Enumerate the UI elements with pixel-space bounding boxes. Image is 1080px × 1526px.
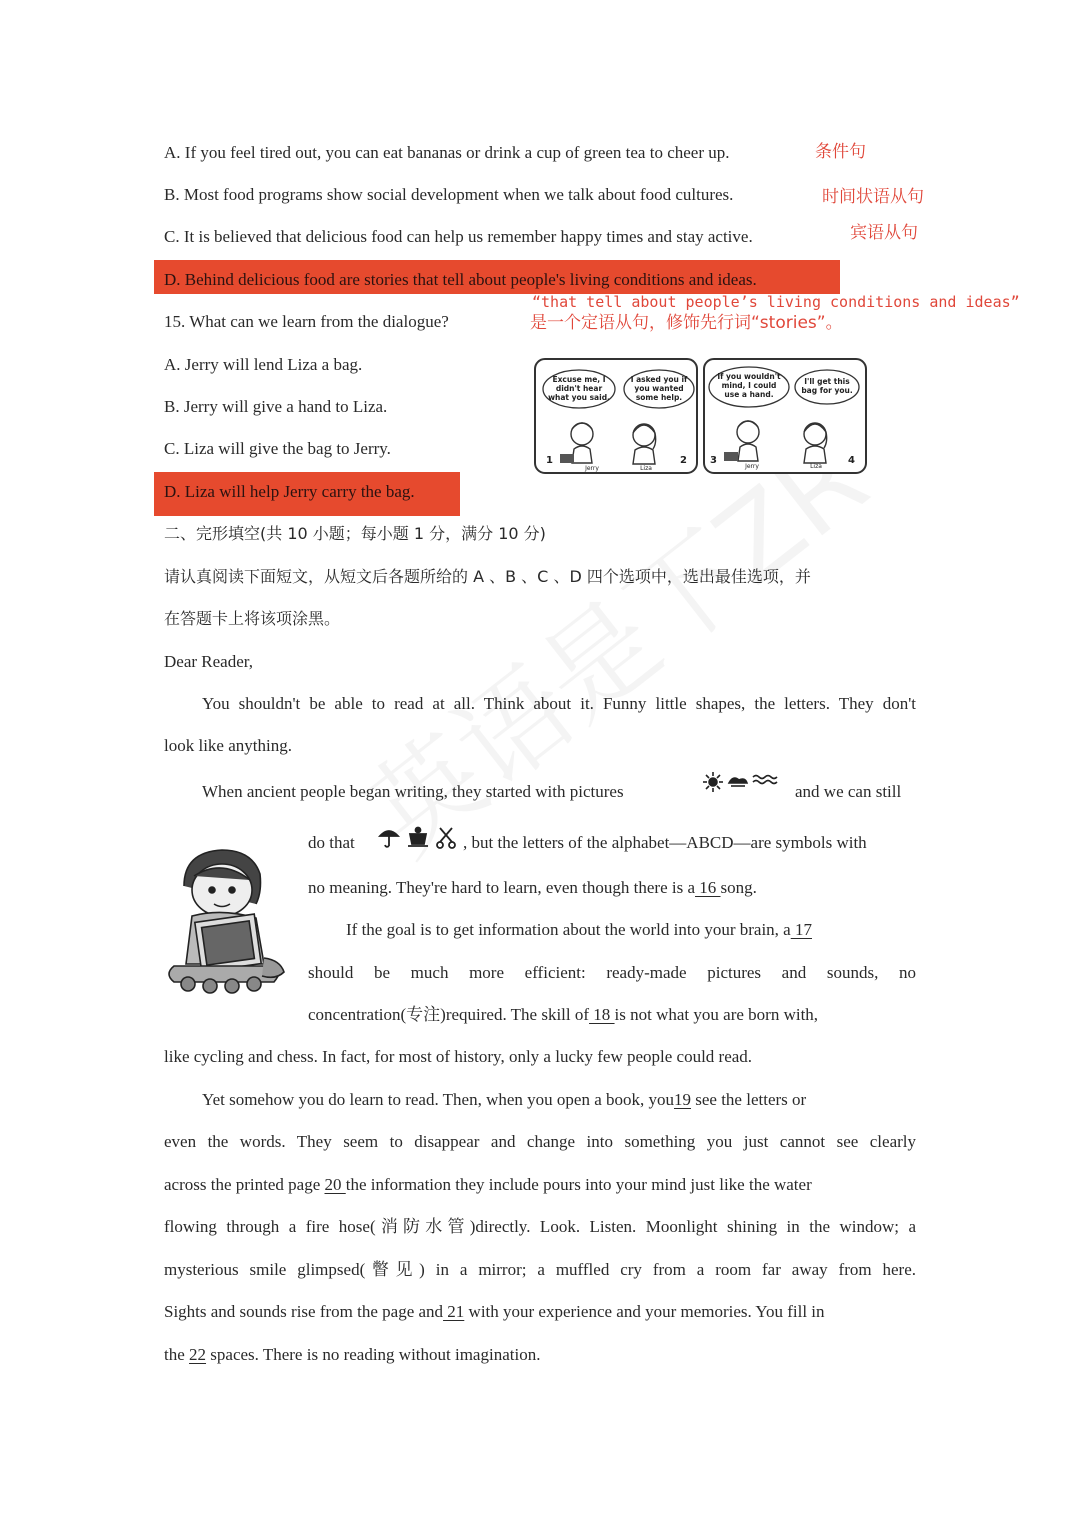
passage-p2-line-3a: no meaning. They're hard to learn, even though there is a xyxy=(308,878,696,897)
passage-p3-line-1 xyxy=(346,918,812,942)
blank-18: 18 xyxy=(589,1005,615,1024)
passage-p3-line-3a: concentration(专注)required. The skill of xyxy=(308,1005,590,1024)
section2-instruction-2: 在答题卡上将该项涂黑。 xyxy=(164,609,341,628)
name-label-4: Liza xyxy=(810,463,822,470)
panel-number-3: 3 xyxy=(710,455,717,466)
blank-19: 19 xyxy=(674,1090,691,1109)
passage-p3-line-4: like cycling and chess. In fact, for most of history, only a lucky few people could read. xyxy=(164,1047,753,1066)
passage-p4-line-4: flowing through a fire hose(消防水管)directly. Look. Listen. Moonlight shining in the window; a xyxy=(164,1217,916,1236)
q14-option-b: B. Most food programs show social development when we talk about food cultures. xyxy=(164,185,734,204)
passage-p2-line-2b: , but the letters of the alphabet—ABCD—are symbols with xyxy=(463,833,867,852)
passage-p1-line-2: look like anything. xyxy=(164,736,292,755)
passage-greeting: Dear Reader, xyxy=(164,652,253,671)
blank-22: 22 xyxy=(189,1345,207,1364)
passage-p4-line-7 xyxy=(164,1343,540,1367)
bubble-3-line-3: use a hand. xyxy=(724,390,774,399)
passage-p4-line-6b: with your experience and your memories. You fill in xyxy=(464,1302,825,1321)
passage-p4-line-7a: the xyxy=(164,1345,190,1364)
passage-p4-line-5: mysterious smile glimpsed(瞥见) in a mirror; a muffled cry from a room far away from here. xyxy=(164,1260,916,1279)
name-label-3: Jerry xyxy=(745,463,759,470)
name-label-1: Jerry xyxy=(585,465,599,472)
bubble-3-line-1: If you wouldn't xyxy=(717,372,781,381)
name-label-2: Liza xyxy=(640,465,652,472)
q15-option-a: A. Jerry will lend Liza a bag. xyxy=(164,355,363,374)
passage-p4-line-6a: Sights and sounds rise from the page and xyxy=(164,1302,444,1321)
passage-p2-line-3b: song. xyxy=(720,878,757,897)
annotation-time-clause: 时间状语从句 xyxy=(822,187,924,207)
passage-p2-line-1a: When ancient people began writing, they started with pictures xyxy=(202,782,624,801)
passage-p1-line-1: You shouldn't be able to read at all. Think about it. Funny little shapes, the letters. They don't xyxy=(202,694,916,713)
bubble-1-line-3: what you said. xyxy=(548,393,610,402)
passage-p3-line-1a: If the goal is to get information about the world into your brain, a xyxy=(346,920,791,939)
passage-p2-line-2a: do that xyxy=(308,833,355,852)
passage-p2-line-1b: and we can still xyxy=(795,782,902,801)
panel-number-4: 4 xyxy=(848,455,855,466)
annotation-conditional: 条件句 xyxy=(815,142,866,162)
annotation-object-clause: 宾语从句 xyxy=(850,223,918,243)
section2-title: 二、完形填空(共 10 小题；每小题 1 分，满分 10 分) xyxy=(164,524,546,543)
passage-p4-line-3 xyxy=(164,1173,812,1197)
q14-option-a: A. If you feel tired out, you can eat bananas or drink a cup of green tea to cheer up. xyxy=(164,143,730,162)
sun-cloud-water-symbols-icon xyxy=(703,771,779,795)
panel-number-1: 1 xyxy=(546,455,553,466)
q15-option-b: B. Jerry will give a hand to Liza. xyxy=(164,397,388,416)
q15-question: 15. What can we learn from the dialogue? xyxy=(164,312,449,331)
section2-instruction-1: 请认真阅读下面短文，从短文后各题所给的 A 、B 、C 、D 四个选项中，选出最佳选项，并 xyxy=(164,567,811,586)
blank-16: 16 xyxy=(695,878,721,897)
passage-p4-line-1a: Yet somehow you do learn to read. Then, when you open a book, you xyxy=(202,1090,674,1109)
umbrella-cup-scissors-symbols-icon xyxy=(378,826,458,850)
dialogue-comic-image xyxy=(534,357,868,477)
bubble-1-line-1: Excuse me, I xyxy=(552,375,606,384)
annotation-attributive-clause-2: 是一个定语从句，修饰先行词“stories”。 xyxy=(530,313,843,333)
passage-p3-line-2: should be much more efficient: ready-made pictures and sounds, no xyxy=(308,963,916,982)
bubble-1-line-2: didn't hear xyxy=(555,384,603,393)
bubble-3-line-2: mind, I could xyxy=(721,381,777,390)
bubble-4-line-1: I'll get this xyxy=(804,377,850,386)
passage-p4-line-6 xyxy=(164,1300,825,1324)
passage-p4-line-1 xyxy=(202,1088,806,1112)
bubble-2-line-3: some help. xyxy=(635,393,683,402)
panel-number-2: 2 xyxy=(680,455,687,466)
passage-p4-line-7b: spaces. There is no reading without imagination. xyxy=(206,1345,541,1364)
q14-option-c: C. It is believed that delicious food can help us remember happy times and stay active. xyxy=(164,227,753,246)
passage-p4-line-3a: across the printed page xyxy=(164,1175,325,1194)
passage-p2-line-3 xyxy=(308,876,757,900)
bubble-2-line-2: you wanted xyxy=(634,384,684,393)
q14-option-d: D. Behind delicious food are stories that tell about people's living conditions and ideas. xyxy=(164,270,757,289)
bubble-4-line-2: bag for you. xyxy=(801,386,853,395)
passage-p3-line-3 xyxy=(308,1003,818,1027)
q15-option-d: D. Liza will help Jerry carry the bag. xyxy=(164,482,415,501)
passage-p4-line-2: even the words. They seem to disappear and change into something you just cannot see clearly xyxy=(164,1132,916,1151)
blank-17: 17 xyxy=(790,920,812,939)
blank-20: 20 xyxy=(324,1175,346,1194)
passage-p4-line-3b: the information they include pours into your mind just like the water xyxy=(345,1175,812,1194)
blank-21: 21 xyxy=(443,1302,465,1321)
passage-p3-line-3b: is not what you are born with, xyxy=(614,1005,819,1024)
passage-p4-line-1b: see the letters or xyxy=(691,1090,807,1109)
boy-reading-book-image xyxy=(164,846,294,998)
annotation-attributive-clause-1: “that tell about people’s living conditions and ideas” xyxy=(532,293,1020,311)
bubble-2-line-1: I asked you if xyxy=(630,375,688,384)
q15-option-c: C. Liza will give the bag to Jerry. xyxy=(164,439,391,458)
